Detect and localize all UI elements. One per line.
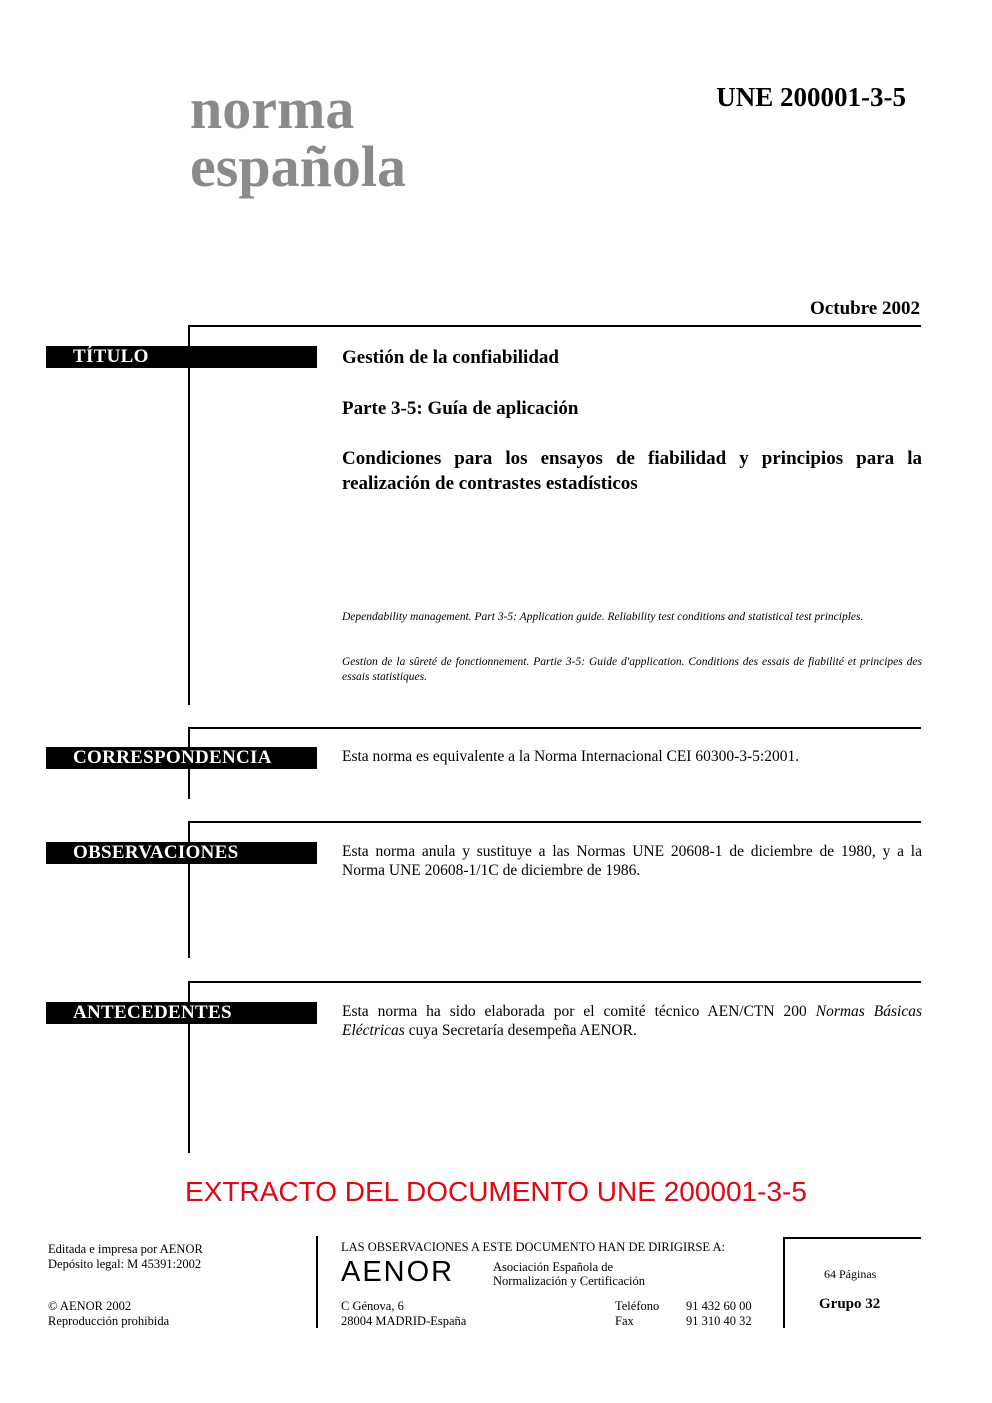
extract-notice: EXTRACTO DEL DOCUMENTO UNE 200001-3-5 (185, 1176, 807, 1207)
footer-rule (316, 1236, 318, 1328)
brand-title (190, 76, 406, 199)
label-observaciones: OBSERVACIONES (46, 842, 317, 864)
footer-address-2: 28004 MADRID-España (341, 1314, 467, 1328)
publication-date: Octubre 2002 (810, 298, 920, 319)
page-box-top (783, 1237, 921, 1239)
footer-reproduction: Reproducción prohibida (48, 1314, 170, 1328)
label-antecedentes: ANTECEDENTES (46, 1002, 317, 1024)
price-group: Grupo 32 (819, 1296, 881, 1312)
label-titulo: TÍTULO (46, 346, 317, 368)
footer-edited: Editada e impresa por AENOR (48, 1242, 203, 1256)
section-rule (188, 325, 190, 705)
org-line-1: Asociación Española de (493, 1260, 614, 1274)
label-correspondencia: CORRESPONDENCIA (46, 747, 317, 769)
title-main: Gestión de la confiabilidad (342, 347, 559, 368)
document-number: UNE 200001-3-5 (716, 82, 906, 112)
phone-label: Teléfono (615, 1299, 660, 1313)
brand-line-1: norma (190, 76, 355, 141)
aenor-organization (493, 1260, 645, 1288)
org-line-2: Normalización y Certificación (493, 1274, 646, 1288)
footer-deposit: Depósito legal: M 45391:2002 (48, 1257, 202, 1271)
footer-address-1: C Génova, 6 (341, 1299, 404, 1313)
brand-line-2: española (190, 134, 406, 199)
title-subject: Condiciones para los ensayos de fiabilidad y principios para la realización de contrastes estadísticos (342, 448, 922, 494)
page-count: 64 Páginas (824, 1267, 877, 1281)
title-english: Dependability management. Part 3-5: Application guide. Reliability test conditions and statistical test principles. (342, 611, 864, 623)
title-part: Parte 3-5: Guía de aplicación (342, 398, 579, 419)
fax-number: 91 310 40 32 (686, 1314, 752, 1328)
phone-number: 91 432 60 00 (686, 1299, 752, 1313)
antecedentes-text-start: Esta norma ha sido elaborada por el comité técnico AEN/CTN 200 (342, 1003, 816, 1020)
committee-name: Normas Básicas Eléctricas (342, 1003, 922, 1039)
antecedentes-text-end: cuya Secretaría desempeña AENOR. (404, 1022, 637, 1039)
footer-copyright: © AENOR 2002 (48, 1299, 132, 1313)
section-divider (188, 325, 921, 327)
title-french: Gestion de la sûreté de fonctionnement. Partie 3-5: Guide d'application. Conditions des essais de fiabilité et principes des essais statistiques. (342, 656, 922, 683)
aenor-logo: AENOR (341, 1256, 455, 1288)
page-box-rule (783, 1237, 785, 1328)
footer-observations-heading: LAS OBSERVACIONES A ESTE DOCUMENTO HAN DE DIRIGIRSE A: (341, 1240, 725, 1254)
fax-label: Fax (615, 1314, 634, 1328)
observaciones-text: Esta norma anula y sustituye a las Normas UNE 20608-1 de diciembre de 1980, y a la Norma UNE 20608-1/1C de diciembre de 1986. (342, 843, 922, 879)
section-divider (188, 821, 921, 823)
correspondencia-text: Esta norma es equivalente a la Norma Internacional CEI 60300-3-5:2001. (342, 748, 800, 765)
section-divider (188, 727, 921, 729)
antecedentes-text (342, 1002, 922, 1040)
section-divider (188, 981, 921, 983)
